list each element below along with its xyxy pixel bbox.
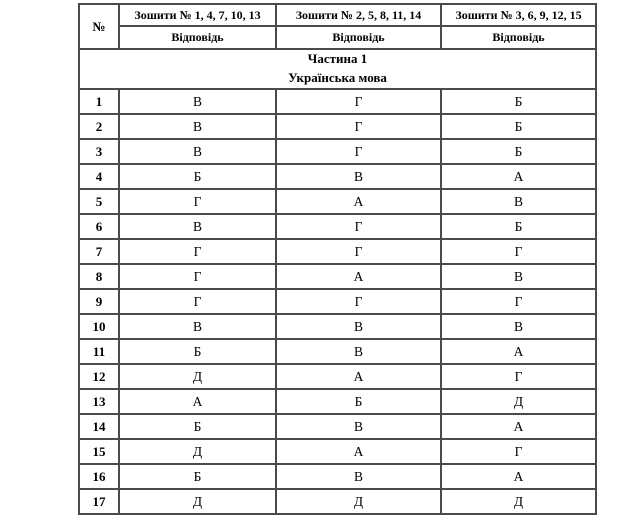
- answer-cell: Г: [441, 239, 596, 264]
- row-number: 6: [79, 214, 119, 239]
- table-row: [79, 389, 596, 414]
- table-row: [79, 214, 596, 239]
- answer-cell: А: [119, 389, 276, 414]
- answer-cell: В: [276, 164, 441, 189]
- answer-cell: А: [441, 164, 596, 189]
- row-number: 11: [79, 339, 119, 364]
- header-sub-row: [79, 26, 596, 49]
- answer-cell: Г: [119, 289, 276, 314]
- table-row: [79, 189, 596, 214]
- answer-cell: В: [276, 414, 441, 439]
- column-header-notebooks-3: Зошити № 3, 6, 9, 12, 15: [441, 4, 596, 26]
- answer-cell: Д: [119, 439, 276, 464]
- answer-cell: Г: [276, 289, 441, 314]
- answer-cell: А: [276, 439, 441, 464]
- answer-key-table: [78, 3, 597, 515]
- column-subheader-answer-2: Відповідь: [276, 26, 441, 49]
- table-row: [79, 314, 596, 339]
- row-number: 16: [79, 464, 119, 489]
- column-subheader-answer-3: Відповідь: [441, 26, 596, 49]
- answer-cell: Д: [441, 489, 596, 514]
- table-row: [79, 364, 596, 389]
- row-number: 4: [79, 164, 119, 189]
- answer-cell: Г: [119, 239, 276, 264]
- answer-cell: Д: [441, 389, 596, 414]
- answer-cell: А: [276, 264, 441, 289]
- answer-cell: Б: [441, 114, 596, 139]
- row-number: 3: [79, 139, 119, 164]
- answer-cell: Б: [441, 139, 596, 164]
- row-number: 9: [79, 289, 119, 314]
- row-number: 12: [79, 364, 119, 389]
- row-number: 2: [79, 114, 119, 139]
- answer-cell: В: [119, 114, 276, 139]
- row-number: 7: [79, 239, 119, 264]
- answer-cell: А: [276, 364, 441, 389]
- answer-cell: Д: [119, 364, 276, 389]
- row-number: 15: [79, 439, 119, 464]
- answer-cell: В: [119, 214, 276, 239]
- answer-cell: Г: [276, 114, 441, 139]
- row-number: 1: [79, 89, 119, 114]
- answer-cell: В: [276, 464, 441, 489]
- table-row: [79, 464, 596, 489]
- section-title-line2: Українська мова: [288, 70, 387, 85]
- answer-cell: Г: [119, 264, 276, 289]
- answer-cell: А: [441, 414, 596, 439]
- answer-cell: Г: [441, 439, 596, 464]
- row-number: 17: [79, 489, 119, 514]
- answer-cell: В: [119, 139, 276, 164]
- column-header-number: №: [79, 4, 119, 49]
- answer-rows: [79, 89, 596, 514]
- answer-cell: Г: [276, 239, 441, 264]
- answer-cell: В: [119, 314, 276, 339]
- answer-cell: В: [441, 189, 596, 214]
- answer-cell: В: [276, 339, 441, 364]
- table-row: [79, 414, 596, 439]
- answer-cell: А: [441, 339, 596, 364]
- table-row: [79, 239, 596, 264]
- table-row: [79, 139, 596, 164]
- column-header-notebooks-1: Зошити № 1, 4, 7, 10, 13: [119, 4, 276, 26]
- table-row: [79, 164, 596, 189]
- answer-cell: Б: [119, 164, 276, 189]
- answer-cell: А: [276, 189, 441, 214]
- answer-cell: Б: [119, 464, 276, 489]
- answer-cell: Г: [441, 289, 596, 314]
- answer-cell: Б: [441, 214, 596, 239]
- table-row: [79, 489, 596, 514]
- row-number: 14: [79, 414, 119, 439]
- row-number: 10: [79, 314, 119, 339]
- table-row: [79, 89, 596, 114]
- answer-cell: Б: [441, 89, 596, 114]
- table-row: [79, 439, 596, 464]
- answer-cell: Г: [276, 214, 441, 239]
- answer-cell: В: [441, 264, 596, 289]
- answer-cell: Г: [441, 364, 596, 389]
- section-title: [79, 49, 596, 89]
- answer-cell: Г: [276, 89, 441, 114]
- answer-cell: Г: [119, 189, 276, 214]
- table-row: [79, 339, 596, 364]
- answer-cell: Б: [119, 339, 276, 364]
- answer-cell: Д: [119, 489, 276, 514]
- table-row: [79, 289, 596, 314]
- answer-cell: Б: [119, 414, 276, 439]
- answer-cell: Г: [276, 139, 441, 164]
- row-number: 13: [79, 389, 119, 414]
- section-title-line1: Частина 1: [307, 51, 368, 67]
- answer-cell: В: [276, 314, 441, 339]
- header-group-row: [79, 4, 596, 26]
- table-row: [79, 264, 596, 289]
- answer-cell: А: [441, 464, 596, 489]
- column-subheader-answer-1: Відповідь: [119, 26, 276, 49]
- section-row: [79, 49, 596, 89]
- table-header: [79, 4, 596, 49]
- row-number: 5: [79, 189, 119, 214]
- answer-cell: Д: [276, 489, 441, 514]
- answer-cell: Б: [276, 389, 441, 414]
- column-header-notebooks-2: Зошити № 2, 5, 8, 11, 14: [276, 4, 441, 26]
- answer-cell: В: [119, 89, 276, 114]
- answer-cell: В: [441, 314, 596, 339]
- table-row: [79, 114, 596, 139]
- row-number: 8: [79, 264, 119, 289]
